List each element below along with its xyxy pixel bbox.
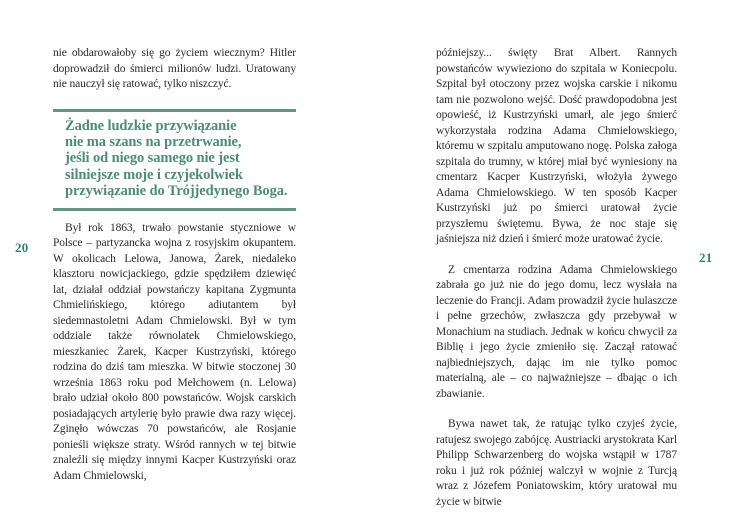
- body-paragraph: późniejszy... święty Brat Albert. Rannych powstańców wywieziono do szpitala w Koniecpolu. Szpital był otoczony przez wojska carskie i nikomu tam nie pozwolono wejść. Dość prawdopodobna jest opowieść, iż Kustrzyński umarł, ale jego śmierć wykorzystała rodzina Adama Chmielowskiego, któremu w szpitalu amputowano nogę. Polska załoga szpitala do trumny, w której miał być wyniesiony na cmentarz Kacper Kustrzyński, włożyła żywego Adama Chmielowskiego. W ten sposób Kacper Kustrzyński już po śmierci uratował życie przyszłemu świętemu. Bywa, że noc staje się jaśniejsza niż dzień i śmierć może uratować życie.: [436, 47, 677, 245]
- page-number-right: 21: [699, 250, 713, 265]
- body-paragraph: Bywa nawet tak, że ratując tylko czyjeś życie, ratujesz swojego zabójcę. Austriacki arystokrata Karl Philipp Schwarzenberg do wojska wstąpił w 1787 roku i już rok później walczył w wojnie z Turcją wraz z Józefem Poniatowskim, który uratował mu życie w bitwie: [436, 418, 677, 508]
- body-paragraph: Był rok 1863, trwało powstanie styczniowe w Polsce – partyzancka wojna z rosyjskim okupantem. W okolicach Lelowa, Janowa, Żarek, niedaleko klasztoru nowicjackiego, gdzie spędziłem dziewięć lat, działał oddział powstańczy kapitana Zygmunta Chmielińskiego, którego adiutantem był siedemnastoletni Adam Chmielowski. Był w tym oddziale także równolatek Chmielowskiego, mieszkaniec Żarek, Kacper Kustrzyński, którego rodzina do dziś tam mieszka. W bitwie stoczonej 30 września 1863 roku pod Mełchowem (n. Lelowa) brało udział około 800 powstańców. Wojsk carskich posiadających artylerię było prawie dwa razy więcej. Zginęło wówczas 70 powstańców, ale Rosjanie ponieśli większe straty. Wśród rannych w tej bitwie znaleźli się między innymi Kacper Kustrzyński oraz Adam Chmielowski,: [53, 221, 296, 482]
- quote-line: nie ma szans na przetrwanie,: [65, 133, 242, 150]
- quote-line: Żadne ludzkie przywiązanie: [65, 117, 237, 134]
- quote-line: silniejsze moje i czyjekolwiek: [65, 166, 243, 183]
- pull-quote: [53, 109, 296, 211]
- body-paragraph: nie obdarowałoby się go życiem wiecznym? Hitler doprowadził do śmierci milionów ludzi. Uratowany nie nauczył się ratować, tylko niszczyć.: [53, 47, 296, 90]
- body-paragraph: Z cmentarza rodzina Adama Chmielowskiego zabrała go już nie do jego domu, lecz wysłała na leczenie do Francji. Adam prowadził życie hulaszcze i pełne grzechów, zwłaszcza gdy przebywał w Monachium na studiach. Jednak w końcu chwycił za Biblię i jego życie zmieniło się. Zaczął ratować najbiedniejszych, dając im nie tylko pomoc materialną, ale – co najważniejsze – dbając o ich zbawianie.: [436, 263, 677, 400]
- quote-line: jeśli od niego samego nie jest: [65, 150, 240, 167]
- page-number-left: 20: [15, 240, 29, 255]
- left-page-text-column: [53, 46, 296, 484]
- right-page-text-column: [436, 46, 677, 510]
- quote-line: przywiązanie do Trójjedynego Boga.: [65, 183, 288, 200]
